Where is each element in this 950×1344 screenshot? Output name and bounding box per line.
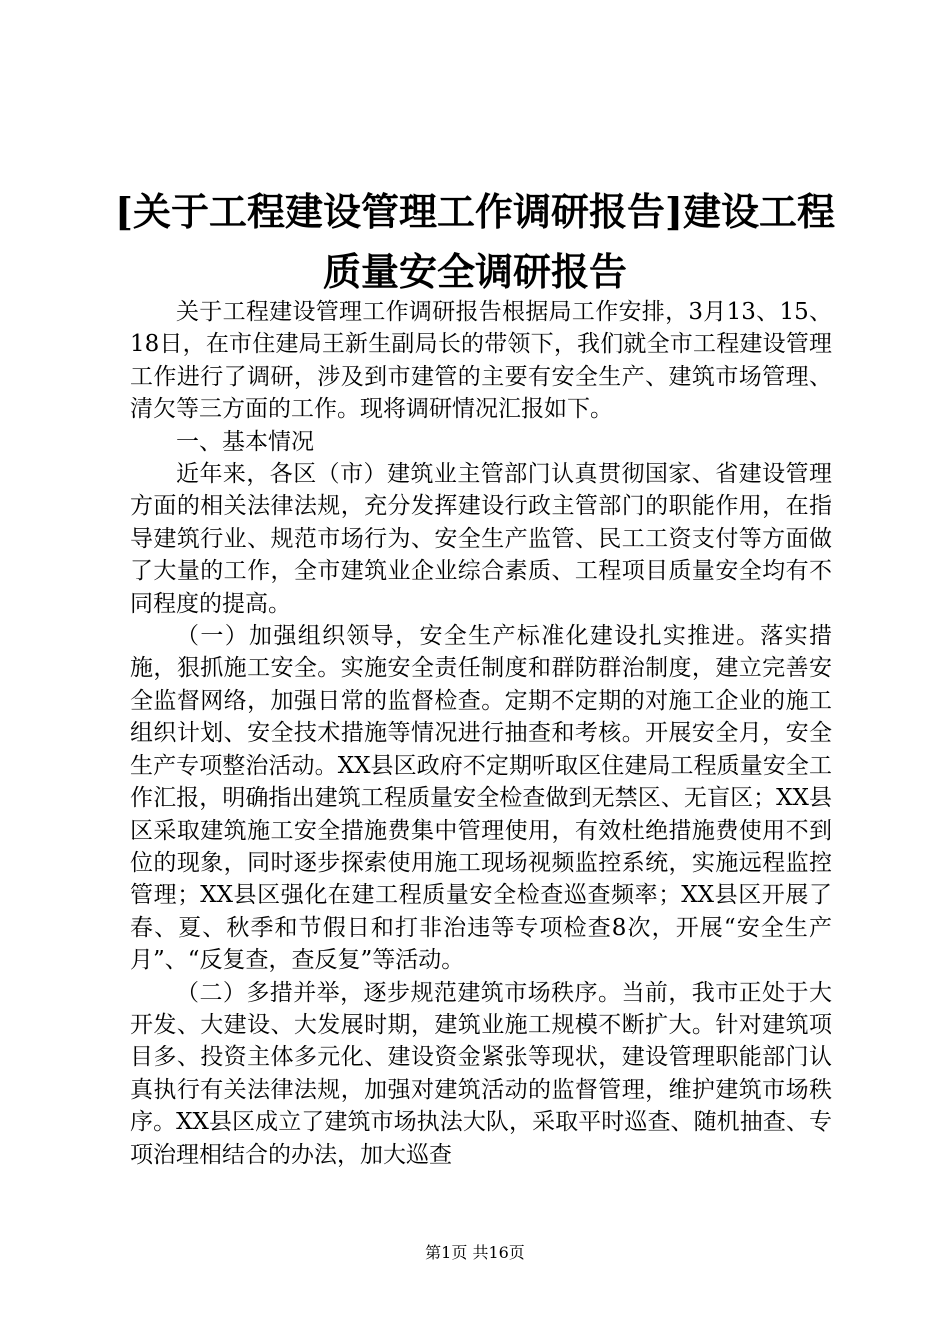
- paragraph-safety: （一）加强组织领导，安全生产标准化建设扎实推进。落实措施，狠抓施工安全。实施安全责任制度和群防群治制度，建立完善安全监督网络，加强日常的监督检查。定期不定期的对施工企业的施工组织计划、安全技术措施等情况进行抽查和考核。开展安全月，安全生产专项整治活动。XX县区政府不定期听取区住建局工程质量安全工作汇报，明确指出建筑工程质量安全检查做到无禁区、无盲区；XX县区采取建筑施工安全措施费集中管理使用，有效杜绝措施费使用不到位的现象，同时逐步探索使用施工现场视频监控系统，实施远程监控管理；XX县区强化在建工程质量安全检查巡查频率；XX县区开展了春、夏、秋季和节假日和打非治违等专项检查8次，开展“安全生产月”、“反复查，查反复”等活动。: [130, 623, 832, 974]
- section-heading-basic: 一、基本情况: [176, 428, 314, 455]
- page-footer: 第1页 共16页: [425, 1243, 525, 1262]
- paragraph-intro: 关于工程建设管理工作调研报告根据局工作安排，3月13、15、18日，在市住建局王新生副局长的带领下，我们就全市工程建设管理工作进行了调研，涉及到市建管的主要有安全生产、建筑市场管理、清欠等三方面的工作。现将调研情况汇报如下。: [130, 299, 832, 423]
- document-body: [130, 296, 832, 1171]
- document-title: [关于工程建设管理工作调研报告]建设工程质量安全调研报告: [115, 189, 835, 294]
- paragraph-overview: 近年来，各区（市）建筑业主管部门认真贯彻国家、省建设管理方面的相关法律法规，充分发挥建设行政主管部门的职能作用，在指导建筑行业、规范市场行为、安全生产监管、民工工资支付等方面做了大量的工作，全市建筑业企业综合素质、工程项目质量安全均有不同程度的提高。: [130, 461, 832, 617]
- paragraph-market: （二）多措并举，逐步规范建筑市场秩序。当前，我市正处于大开发、大建设、大发展时期，建筑业施工规模不断扩大。针对建筑项目多、投资主体多元化、建设资金紧张等现状，建设管理职能部门认真执行有关法律法规，加强对建筑活动的监督管理，维护建筑市场秩序。XX县区成立了建筑市场执法大队，采取平时巡查、随机抽查、专项治理相结合的办法，加大巡查: [130, 979, 832, 1168]
